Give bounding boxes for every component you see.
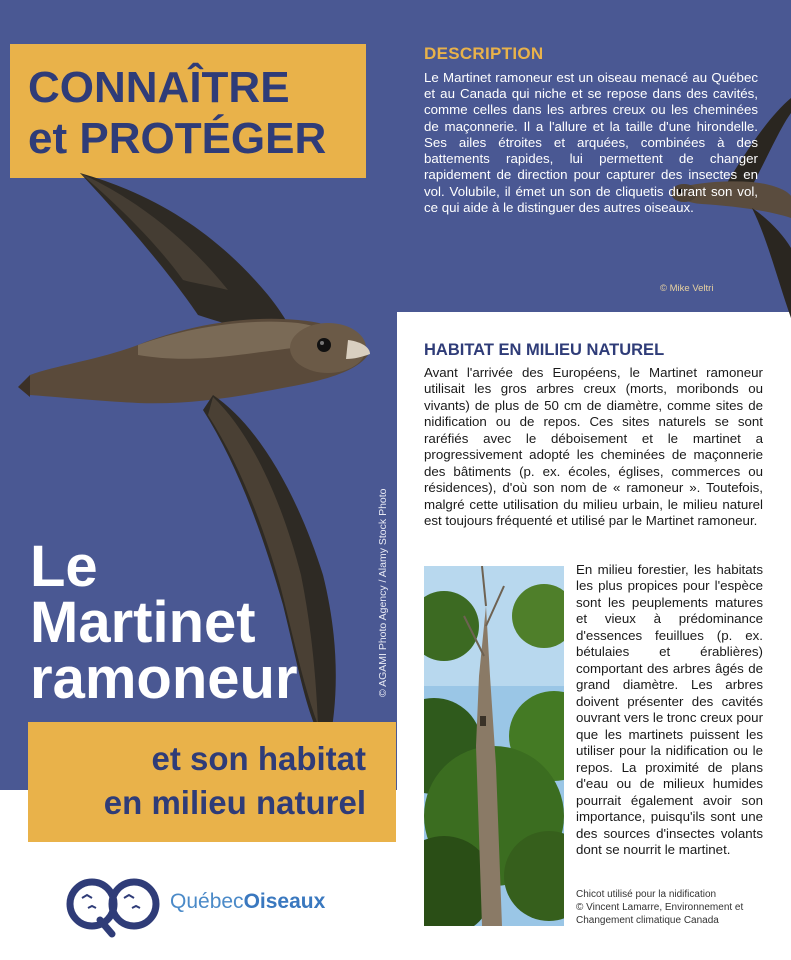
subtitle-line-1: et son habitat	[151, 740, 366, 777]
logo-wordmark	[170, 890, 325, 914]
quebec-oiseaux-logo	[66, 876, 356, 938]
title-line-3: ramoneur	[30, 646, 298, 711]
description-photo-credit: © Mike Veltri	[660, 283, 714, 294]
main-photo-credit: © AGAMI Photo Agency / Alamy Stock Photo	[377, 488, 389, 697]
title-line-1: Le	[30, 534, 98, 599]
habitat-heading: HABITAT EN MILIEU NATUREL	[424, 341, 665, 359]
photo-caption	[576, 888, 776, 927]
logo-part-1: Québec	[170, 890, 244, 913]
habitat-paragraph-1: Avant l'arrivée des Européens, le Martinet ramoneur utilisait les gros arbres creux (morts, moribonds ou vivants) de plus de 50 cm de diamètre, comme sites de nidification ou de repos. Ces sites naturels se sont raréfiés avec le déboisement et le martinet a progressivement adopté les cheminées de maçonnerie des bâtiments (p. ex. écoles, églises, commerces ou résidences), d'où son nom de « ramoneur ». Toutefois, malgré cette utilisation du milieu urbain, le milieu naturel est toujours fréquenté et utilisé par le Martinet ramoneur.	[424, 365, 763, 529]
title-line-2: Martinet	[30, 590, 256, 655]
description-heading: DESCRIPTION	[424, 44, 544, 63]
description-text: Le Martinet ramoneur est un oiseau menacé au Québec et au Canada qui niche et se repose dans des cavités, comme celles dans les arbres creux ou les cheminées de maçonnerie. Il a l'allure et la taille d'une hirondelle. Ses ailes étroites et arquées, combinées à des battements rapides, lui permettent de changer rapidement de direction pour capturer des insectes en vol. Volubile, il émet un son de cliquetis durant son vol, ce qui aide à le distinguer des autres oiseaux.	[424, 70, 758, 215]
subtitle-line-2: en milieu naturel	[103, 784, 366, 821]
tree-snag-photo	[424, 566, 564, 926]
caption-line-3: Changement climatique Canada	[576, 915, 719, 926]
kicker-line-2: et PROTÉGER	[28, 114, 327, 163]
logo-part-2: Oiseaux	[243, 890, 326, 913]
habitat-paragraph-2: En milieu forestier, les habitats les plus propices pour l'espèce sont les peuplements matures et vieux à prédominance d'essences feuillues (p. ex. bétulaies et érablières) comportant des arbres âgés de grand diamètre. Les arbres doivent présenter des cavités ouvrant vers le tronc creux pour que les martinets puissent les utiliser pour la nidification ou le repos. La proximité de plans d'eau ou de milieux humides pourrait également avoir son importance, puisqu'ils sont une des sources d'insectes volants dont se nourrit le martinet.	[576, 562, 763, 858]
caption-line-1: Chicot utilisé pour la nidification	[576, 889, 717, 900]
kicker-line-1: CONNAÎTRE	[28, 63, 290, 112]
caption-line-2: © Vincent Lamarre, Environnement et	[576, 902, 744, 913]
logo-mark-icon	[66, 876, 162, 938]
